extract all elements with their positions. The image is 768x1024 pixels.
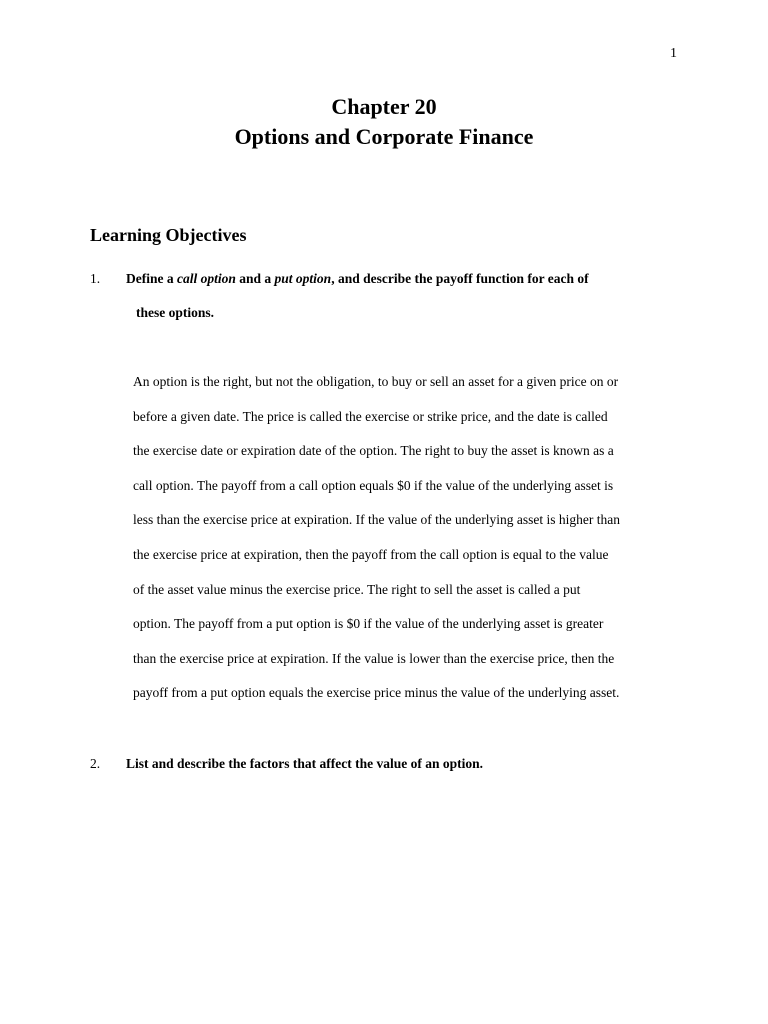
paragraph-line: than the exercise price at expiration. If the value is lower than the exercise price, then the bbox=[133, 650, 615, 666]
objective-item bbox=[90, 262, 690, 332]
chapter-name: Options and Corporate Finance bbox=[234, 124, 534, 149]
objective-item bbox=[90, 747, 690, 781]
objective-text bbox=[126, 747, 686, 781]
explanation-paragraph bbox=[133, 365, 693, 711]
objective-number: 2. bbox=[90, 756, 101, 771]
paragraph-line: the exercise date or expiration date of the option. The right to buy the asset is known as a bbox=[133, 443, 614, 459]
objective-number: 1. bbox=[90, 271, 101, 286]
paragraph-line: of the asset value minus the exercise price. The right to sell the asset is called a put bbox=[133, 581, 581, 597]
objective-text-segment: Define a bbox=[126, 271, 177, 286]
learning-objectives-heading: Learning Objectives bbox=[90, 225, 247, 245]
paragraph-line: less than the exercise price at expiration. If the value of the underlying asset is higher than bbox=[133, 512, 620, 528]
objective-line bbox=[126, 262, 686, 296]
paragraph-line: option. The payoff from a put option is $0 if the value of the underlying asset is greater bbox=[133, 616, 604, 632]
term-call-option: call option bbox=[177, 271, 236, 286]
objective-line: these options. bbox=[136, 305, 215, 320]
paragraph-line: call option. The payoff from a call option equals $0 if the value of the underlying asset is bbox=[133, 477, 614, 493]
objective-text-segment: , and describe the payoff function for each of bbox=[331, 271, 589, 286]
paragraph-line: the exercise price at expiration, then the payoff from the call option is equal to the value bbox=[133, 546, 609, 562]
objective-text bbox=[126, 262, 686, 330]
paragraph-line: payoff from a put option equals the exercise price minus the value of the underlying asset. bbox=[133, 685, 620, 701]
paragraph-line: An option is the right, but not the obligation, to buy or sell an asset for a given price on or bbox=[133, 374, 619, 389]
objective-text-segment: and a bbox=[235, 271, 275, 286]
objective-line: List and describe the factors that affect the value of an option. bbox=[126, 756, 483, 771]
chapter-number: Chapter 20 bbox=[331, 94, 437, 119]
paragraph-line: before a given date. The price is called the exercise or strike price, and the date is called bbox=[133, 408, 608, 424]
term-put-option: put option bbox=[274, 271, 332, 286]
chapter-title bbox=[0, 92, 768, 152]
page-number: 1 bbox=[670, 46, 677, 61]
